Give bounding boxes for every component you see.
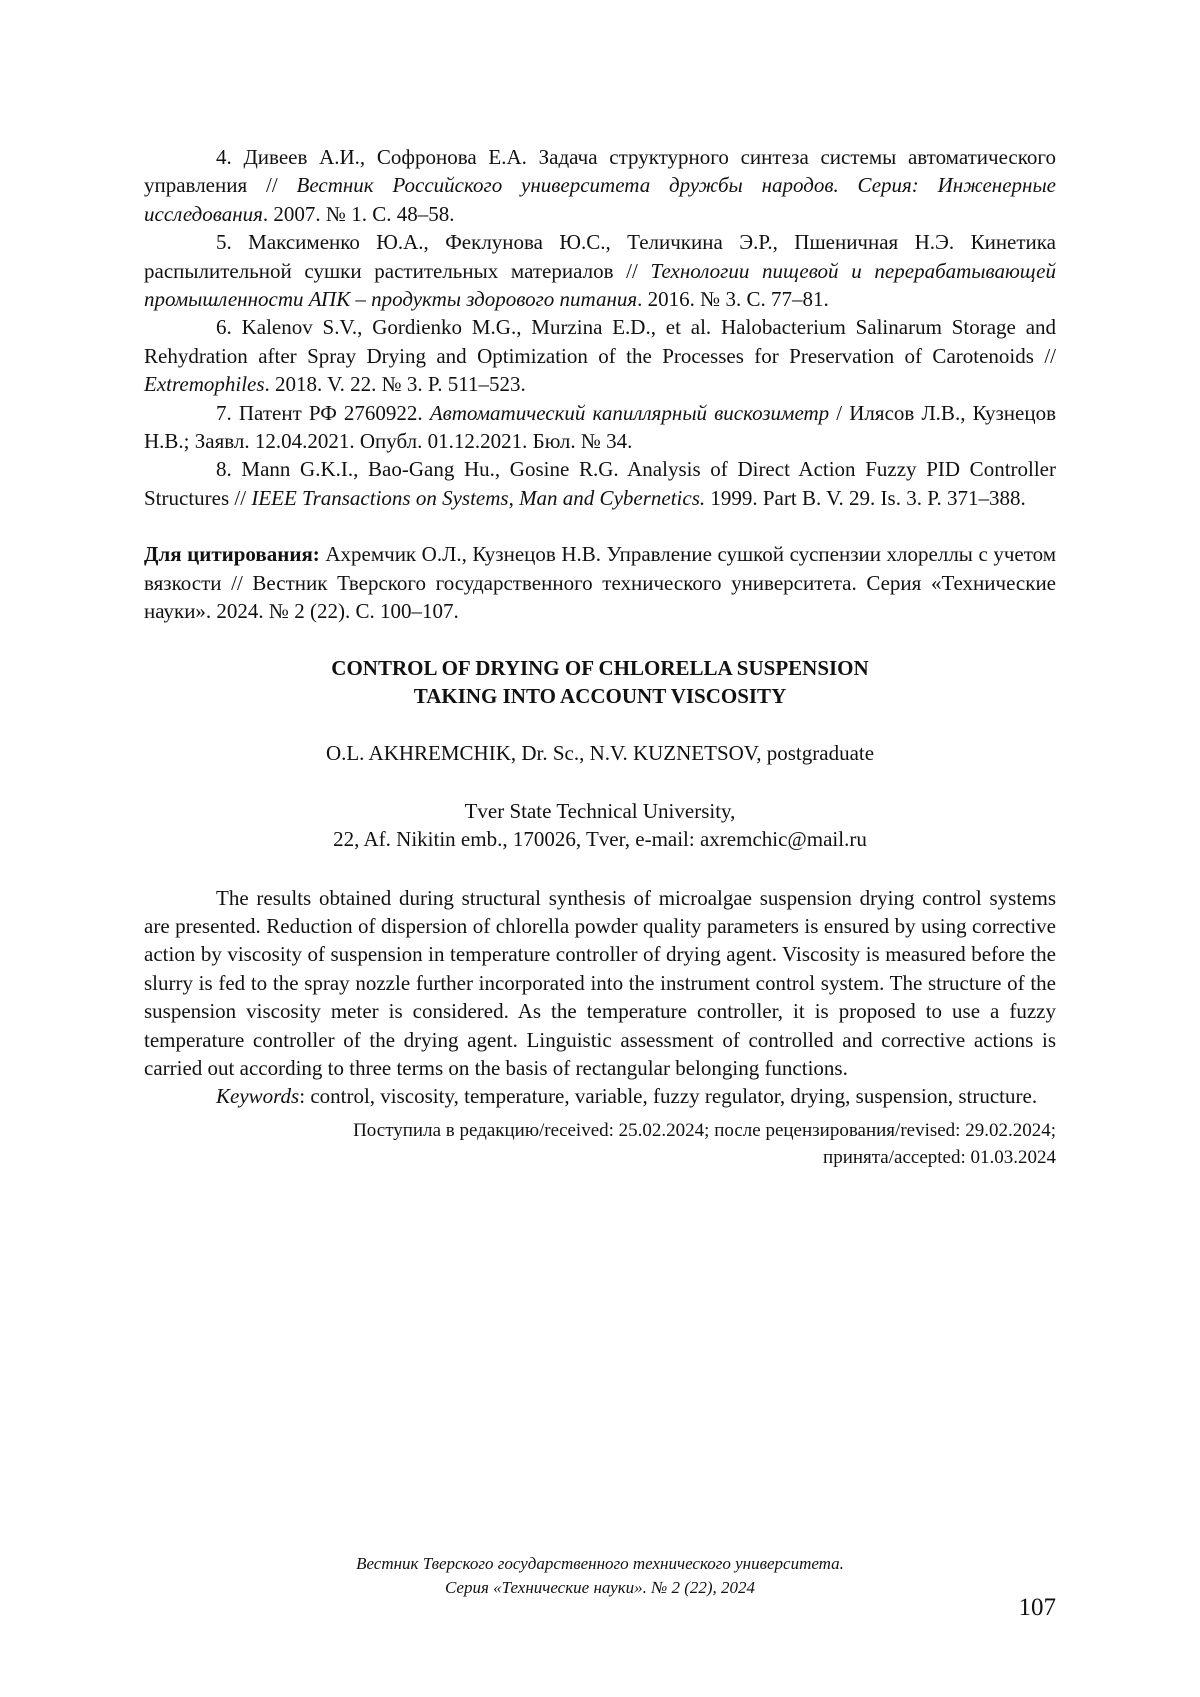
keywords [144,1082,1056,1110]
reference-number: 5. [216,230,232,255]
reference-authors: Дивеев А.И., Софронова Е.А. [243,145,527,169]
reference-source: IEEE Transactions on Systems, Man and Cybernetics. [251,485,706,510]
reference-item-5 [144,228,1056,313]
reference-item-7 [144,399,1056,456]
reference-details: . 2007. № 1. С. 48–58. [262,201,455,226]
footer-journal-line-2: Серия «Технические науки». № 2 (22), 2024 [444,1578,756,1597]
reference-separator: // [229,485,252,510]
keywords-text: : control, viscosity, temperature, variable, fuzzy regulator, drying, suspension, structure. [299,1084,1038,1109]
dates-line-2: принята/accepted: 01.03.2024 [823,1146,1056,1168]
english-title [144,654,1056,711]
reference-source: Технологии пищевой и перерабатывающей промышленности АПК – продукты здорового питания [144,258,1057,312]
page-number: 107 [1018,1594,1056,1621]
affiliation-line-2: 22, Af. Nikitin emb., 170026, Tver, e-mail: axremchic@mail.ru [333,827,867,852]
reference-prefix: Патент РФ 2760922. [238,400,423,425]
reference-title: Analysis of Direct Action Fuzzy PID Controller Structures [144,457,1056,510]
reference-separator: // [247,173,297,198]
reference-item-8 [144,455,1056,512]
affiliation-line-1: Tver State Technical University, [464,798,736,823]
reference-title: Задача структурного синтеза системы автоматического управления [144,145,1056,198]
reference-title: Кинетика распылительной сушки растительных материалов [144,230,1057,283]
keywords-label: Keywords [216,1084,300,1109]
reference-title: Автоматический капиллярный вискозиметр [429,400,830,425]
citation-text: Ахремчик О.Л., Кузнецов Н.В. Управление сушкой суспензии хлореллы с учетом вязкости // Вестник Тверского государственного технического университета. Серия «Технические науки». 2024. № 2 (22). С. 100–107. [144,542,1056,624]
reference-authors: Mann G.K.I., Bao-Gang Hu., Gosine R.G. [241,457,619,482]
reference-separator: // [1033,343,1056,368]
english-abstract: The results obtained during structural synthesis of microalgae suspension drying control systems are presented. Reduction of dispersion of chlorella powder quality parameters is ensured by using corrective action by viscosity of suspension in temperature controller of drying agent. Viscosity is measured before the slurry is fed to the spray nozzle further incorporated into the instrument control system. The structure of the suspension viscosity meter is considered. As the temperature controller, it is proposed to use a fuzzy temperature controller of the drying agent. Linguistic assessment of controlled and corrective actions is carried out according to three terms on the basis of rectangular belonging functions. [144,885,1056,1080]
reference-source: Extremophiles [144,372,265,397]
reference-number: 8. [216,457,232,482]
reference-details: 1999. Part B. V. 29. Is. 3. P. 371–388. [705,485,1026,510]
reference-number: 6. [216,315,232,340]
page-body [144,143,1056,1171]
footer-journal-line-1: Вестник Тверского государственного технического университета. [356,1554,844,1573]
reference-number: 4. [216,145,232,169]
reference-details: / Илясов Л.В., Кузнецов Н.В.; Заявл. 12.04.2021. Опубл. 01.12.2021. Бюл. № 34. [144,400,1057,454]
reference-source: Вестник Российского университета дружбы народов. Серия: Инженерные исследования [144,173,1056,226]
english-authors: O.L. AKHREMCHIK, Dr. Sc., N.V. KUZNETSOV, postgraduate [325,741,875,766]
submission-dates [144,1117,1056,1171]
reference-number: 7. [216,400,232,425]
reference-item-4 [144,143,1056,228]
citation-block [144,540,1056,625]
reference-details: . 2018. V. 22. № 3. P. 511–523. [264,372,526,397]
reference-list [144,143,1056,512]
citation-label: Для цитирования: [144,542,320,567]
journal-footer [144,1552,1056,1600]
reference-title: Halobacterium Salinarum Storage and Rehydration after Spray Drying and Optimization of the Processes for Preservation of Carotenoids [144,315,1057,368]
reference-item-6 [144,313,1056,398]
english-title-line-1: CONTROL OF DRYING OF CHLORELLA SUSPENSION [331,655,869,680]
affiliation [144,797,1056,854]
dates-line-1: Поступила в редакцию/received: 25.02.2024; после рецензирования/revised: 29.02.2024; [353,1119,1056,1141]
reference-authors: Максименко Ю.А., Феклунова Ю.С., Теличкина Э.Р., Пшеничная Н.Э. [248,230,955,255]
english-title-line-2: TAKING INTO ACCOUNT VISCOSITY [413,683,787,708]
reference-authors: Kalenov S.V., Gordienko M.G., Murzina E.D., et al. [241,315,712,340]
reference-details: . 2016. № 3. С. 77–81. [637,287,829,312]
reference-separator: // [613,258,651,283]
